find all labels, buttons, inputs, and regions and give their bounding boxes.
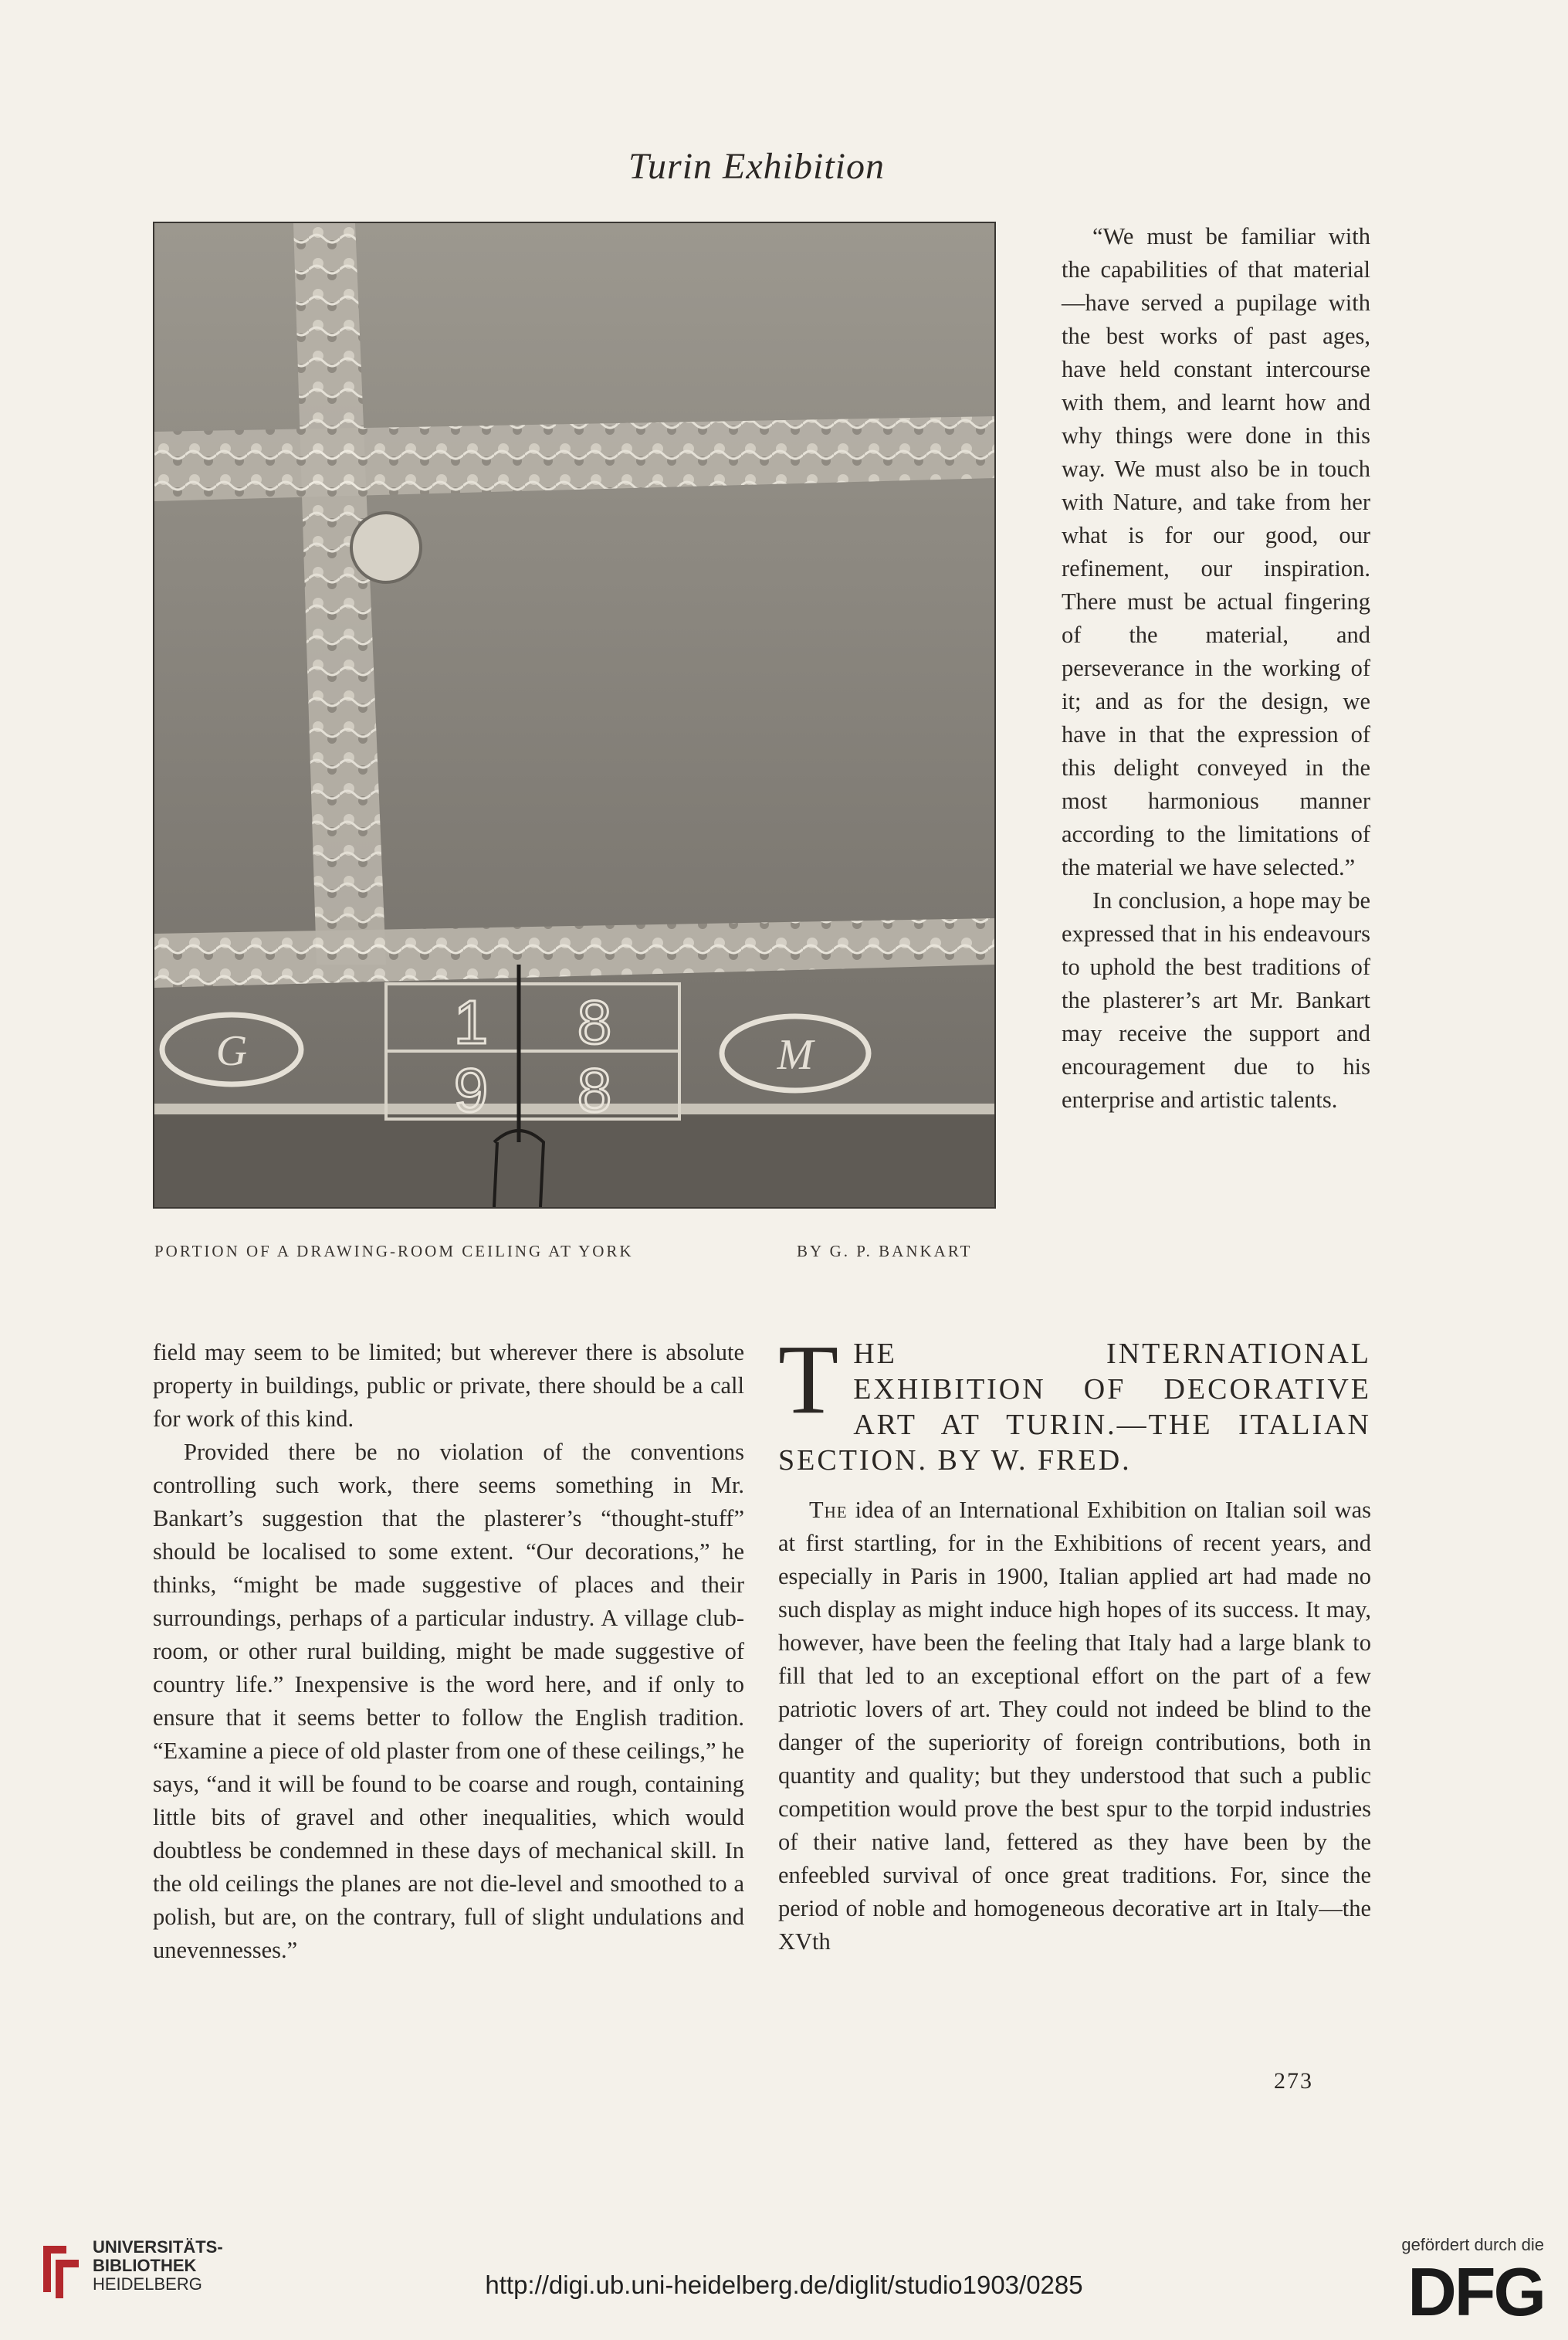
running-title: Turin Exhibition — [628, 146, 886, 187]
body-text: idea of an International Exhibition on Italian soil was at first startling, for in the Exhibitions of recent years, and especially in Paris in 1900, Italian applied art had made no such display as might induce high hopes of its success. It may, however, have been the feeling that Italy had a large blank to fill that led to an exceptional effort on the part of a few patriotic lovers of art. They could not indeed be blind to the danger of the superiority of foreign contributions, both in quantity and quality; but they understood that such a public competition would prove the best spur to the torpid industries of their native land, fettered as they have been by the enfeebled survival of once great traditions. For, since the period of noble and homogeneous decorative art in Italy—the XVth — [778, 1497, 1371, 1955]
quote-column — [1062, 220, 1370, 1117]
library-line: BIBLIOTHEK — [93, 2256, 197, 2275]
heading-text: HE INTERNATIONAL EXHIBITION OF DECORATIVE ART AT TURIN.—THE ITALIAN SECTION. BY W. FRED. — [778, 1338, 1371, 1477]
library-line: HEIDELBERG — [93, 2274, 202, 2294]
date-digit-4: 8 — [577, 1056, 612, 1124]
paragraph: In conclusion, a hope may be expressed that in his endeavours to uphold the best traditions of the plasterer’s art Mr. Bankart may receive the support and encouragement due to his enterprise and artistic talents. — [1062, 887, 1370, 1113]
left-column — [153, 1336, 744, 1967]
article-column — [778, 1324, 1371, 1958]
figure-credit: BY G. P. BANKART — [797, 1242, 973, 1260]
date-digit-1: 1 — [453, 988, 489, 1056]
lead-word: The — [809, 1497, 848, 1523]
date-digit-3: 9 — [453, 1056, 489, 1124]
source-url-link[interactable]: http://digi.ub.uni-heidelberg.de/diglit/studio1903/0285 — [485, 2270, 1083, 2299]
monogram-left: G — [215, 1027, 248, 1075]
library-line: UNIVERSITÄTS- — [93, 2237, 223, 2257]
paragraph: “We must be familiar with the capabilities of that material—have served a pupilage with the best works of past ages, have held constant intercourse with them, and learnt how and why things were done in this way. We must also be in touch with Nature, and take from her what is for our good, our refinement, our inspiration. There must be actual fingering of the material, and perseverance in the working of it; and as for the design, we have in that the expression of this delight conveyed in the most harmonious manner according to the limitations of the material we have selected.” — [1062, 223, 1370, 880]
ceiling-photograph — [153, 222, 996, 1209]
page-number: 273 — [1274, 2068, 1313, 2094]
drop-cap: T — [778, 1324, 842, 1434]
date-digit-2: 8 — [577, 988, 612, 1056]
monogram-right: M — [777, 1031, 814, 1079]
article-body — [778, 1494, 1371, 1958]
paragraph: field may seem to be limited; but wherever there is absolute property in buildings, public or private, there should be a call for work of this kind. — [153, 1339, 744, 1432]
sponsor-logo: DFG — [1407, 2254, 1544, 2330]
paragraph: Provided there be no violation of the conventions controlling such work, there seems something in Mr. Bankart’s suggestion that the plasterer’s “thought-stuff” should be localised to some extent. “Our decorations,” he thinks, “might be made suggestive of places and their surroundings, perhaps of a particular industry. A village club-room, or other rural building, might be made suggestive of country life.” Inexpensive is the word here, and if only to ensure that it seems better to follow the English tradition. “Examine a piece of old plaster from one of these ceilings,” he says, “and it will be found to be coarse and rough, containing little bits of gravel and other inequalities, which would doubtless be condemned in these days of mechanical skill. In the old ceilings the planes are not die-level and smoothed to a polish, but are, on the contrary, full of slight undulations and unevennesses.” — [153, 1439, 744, 1963]
sponsor-text: gefördert durch die — [1401, 2235, 1544, 2254]
figure-caption: PORTION OF A DRAWING-ROOM CEILING AT YORK — [154, 1242, 634, 1260]
article-heading — [778, 1324, 1371, 1478]
